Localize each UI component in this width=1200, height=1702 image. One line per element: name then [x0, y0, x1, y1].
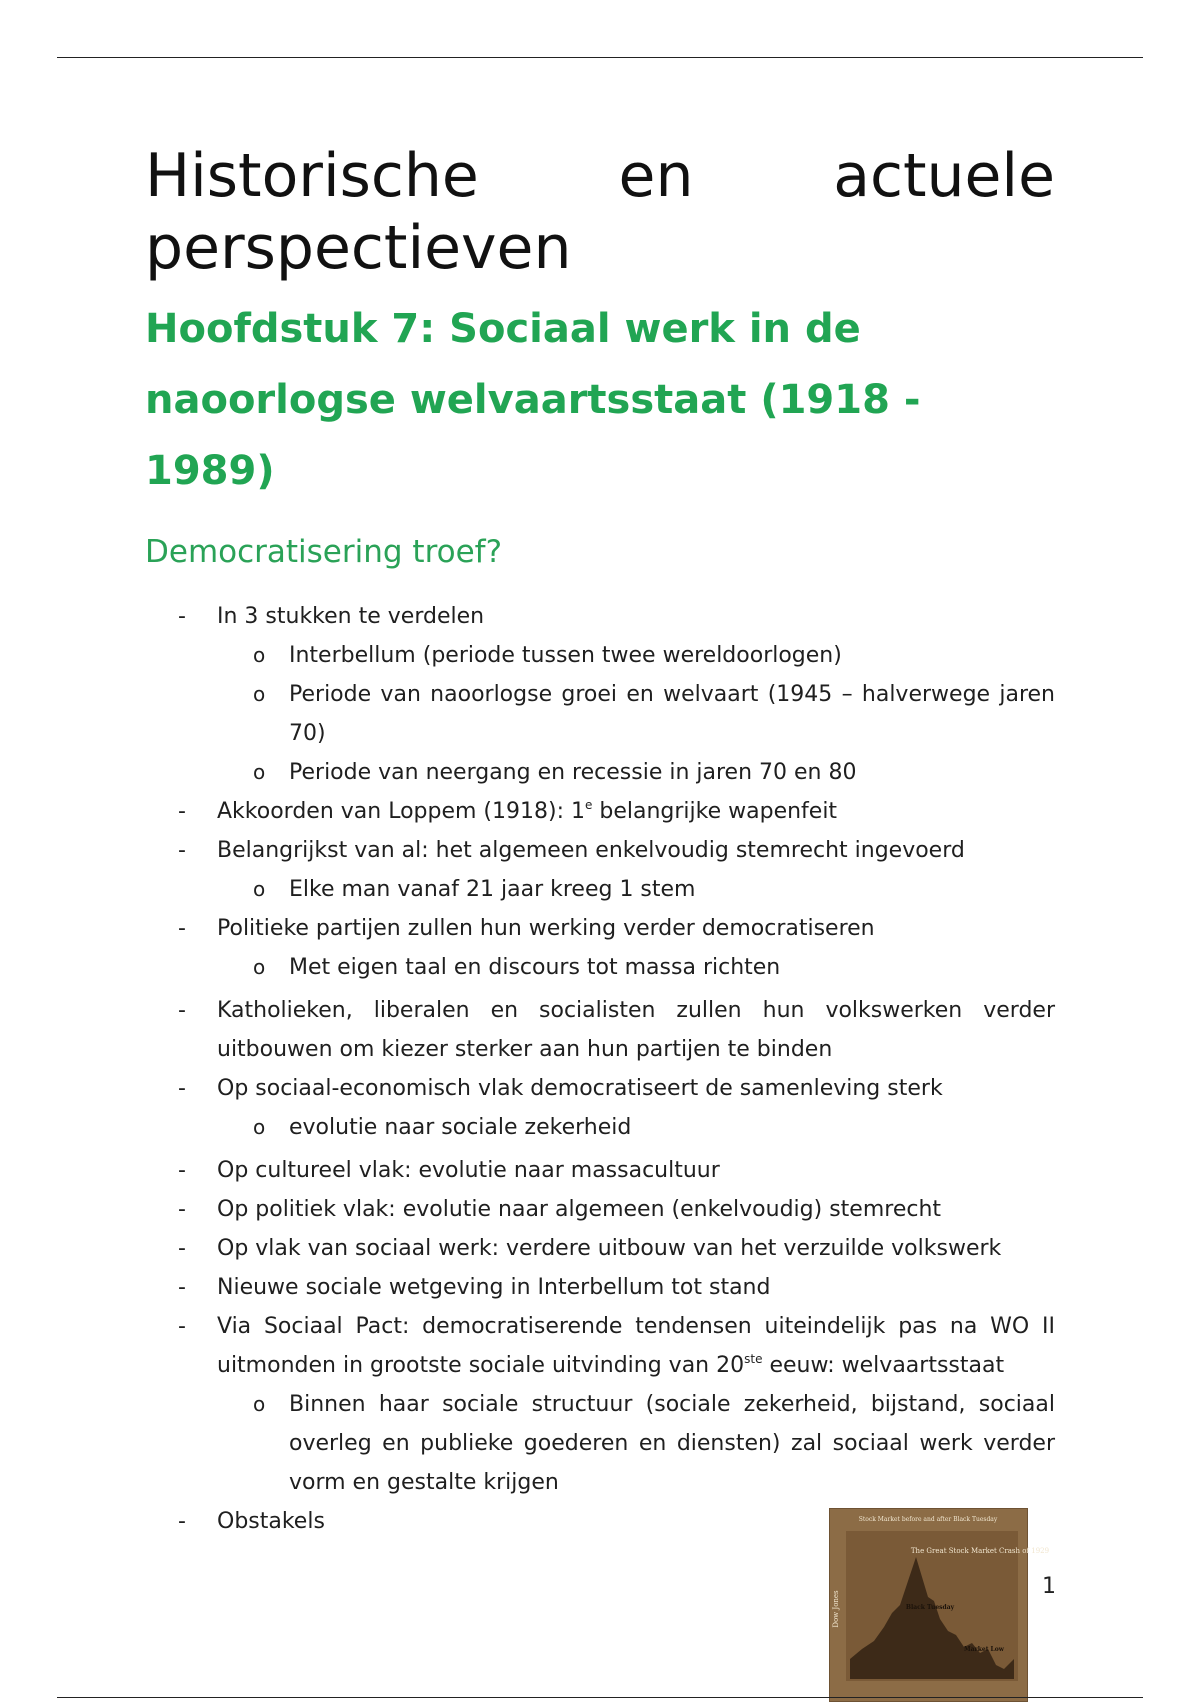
top-rule [57, 57, 1143, 58]
sub-list-item [217, 636, 1055, 675]
superscript: e [584, 798, 593, 812]
list-item [145, 831, 1055, 909]
bullet-marker: o [253, 955, 266, 979]
sub-list-item-text: Met eigen taal en discours tot massa richten [289, 955, 781, 980]
chapter-heading: Hoofdstuk 7: Sociaal werk in de naoorlogse welvaartsstaat (1918 - 1989) [145, 306, 921, 494]
sub-list-item-text: Periode van neergang en recessie in jaren 70 en 80 [289, 760, 857, 785]
sub-bullet-list [217, 948, 1055, 987]
bullet-marker: o [253, 877, 266, 901]
sub-list-item [217, 1385, 1055, 1502]
sub-list-item [217, 675, 1055, 753]
list-item-text: In 3 stukken te verdelen [217, 604, 485, 629]
bottom-rule [57, 1697, 1143, 1698]
list-item-text: Op sociaal-economisch vlak democratiseert de samenleving sterk [217, 1076, 943, 1101]
list-item [145, 991, 1055, 1069]
page-content [145, 140, 1055, 1541]
sub-list-item-text: Binnen haar sociale structuur (sociale zekerheid, bijstand, sociaal overleg en publieke goederen en diensten) zal sociaal werk verder vorm en gestalte krijgen [289, 1392, 1055, 1495]
low-label: Market Low [964, 1646, 1004, 1653]
image-caption: The Great Stock Market Crash of 1929 [910, 1547, 1050, 1555]
dash-marker: - [178, 1076, 186, 1101]
sub-list-item-text: Interbellum (periode tussen twee wereldoorlogen) [289, 643, 842, 668]
sub-bullet-list [217, 1385, 1055, 1502]
dash-marker: - [178, 1197, 186, 1222]
bullet-marker: o [253, 1392, 266, 1416]
stock-market-crash-image [829, 1508, 1050, 1702]
dash-marker: - [178, 1509, 186, 1534]
list-item [145, 1307, 1055, 1502]
sub-list-item-text: evolutie naar sociale zekerheid [289, 1115, 632, 1140]
dash-marker: - [178, 1275, 186, 1300]
list-item-text: Op cultureel vlak: evolutie naar massacultuur [217, 1158, 720, 1183]
y-axis-label: Dow Jones [832, 1590, 840, 1628]
sub-list-item [217, 948, 1055, 987]
stock-chart-picture [830, 1509, 1050, 1701]
dash-marker: - [178, 1158, 186, 1183]
sub-list-item-text: Periode van naoorlogse groei en welvaart (1945 – halverwege jaren 70) [289, 682, 1055, 746]
sub-list-item-text: Elke man vanaf 21 jaar kreeg 1 stem [289, 877, 696, 902]
section-heading: Democratisering troef? [145, 534, 503, 570]
list-item [145, 597, 1055, 792]
superscript: ste [744, 1352, 763, 1366]
list-item-text: Op vlak van sociaal werk: verdere uitbouw van het verzuilde volkswerk [217, 1236, 1002, 1261]
list-item [145, 1229, 1055, 1268]
sub-bullet-list [217, 1108, 1055, 1147]
list-item [145, 1069, 1055, 1147]
list-item-text: Katholieken, liberalen en socialisten zullen hun volkswerken verder uitbouwen om kiezer sterker aan hun partijen te binden [217, 998, 1055, 1062]
list-item-text: Politieke partijen zullen hun werking verder democratiseren [217, 916, 875, 941]
sub-list-item [217, 1108, 1055, 1147]
page-number: 1 [1042, 1574, 1056, 1599]
dash-marker: - [178, 604, 186, 629]
dash-marker: - [178, 838, 186, 863]
dash-marker: - [178, 799, 186, 824]
list-item-text: Op politiek vlak: evolutie naar algemeen (enkelvoudig) stemrecht [217, 1197, 942, 1222]
sub-list-item [217, 870, 1055, 909]
list-item-text: Akkoorden van Loppem (1918): 1 [217, 799, 585, 824]
list-item [145, 909, 1055, 987]
image-heading: Stock Market before and after Black Tuesday [858, 1516, 998, 1523]
sub-list-item [217, 753, 1055, 792]
bullet-marker: o [253, 760, 266, 784]
list-item-text: eeuw: welvaartsstaat [762, 1353, 1005, 1378]
list-item [145, 1268, 1055, 1307]
dash-marker: - [178, 998, 186, 1023]
document-title: Historische en actuele perspectieven [145, 141, 1055, 283]
list-item-text: Obstakels [217, 1509, 325, 1534]
peak-label: Black Tuesday [905, 1604, 955, 1611]
list-item [145, 1151, 1055, 1190]
list-item-text: Belangrijkst van al: het algemeen enkelvoudig stemrecht ingevoerd [217, 838, 965, 863]
list-item-text: belangrijke wapenfeit [592, 799, 838, 824]
dash-marker: - [178, 916, 186, 941]
list-item-text: Nieuwe sociale wetgeving in Interbellum tot stand [217, 1275, 771, 1300]
list-item [145, 792, 1055, 831]
list-item-text: Via Sociaal Pact: democratiserende tendensen uiteindelijk pas na WO II uitmonden in grootste sociale uitvinding van 20 [217, 1314, 1055, 1378]
sub-bullet-list [217, 636, 1055, 792]
main-bullet-list [145, 597, 1055, 1541]
sub-bullet-list [217, 870, 1055, 909]
bullet-marker: o [253, 643, 266, 667]
bullet-marker: o [253, 682, 266, 706]
dash-marker: - [178, 1236, 186, 1261]
bullet-marker: o [253, 1115, 266, 1139]
dash-marker: - [178, 1314, 186, 1339]
list-item [145, 1190, 1055, 1229]
